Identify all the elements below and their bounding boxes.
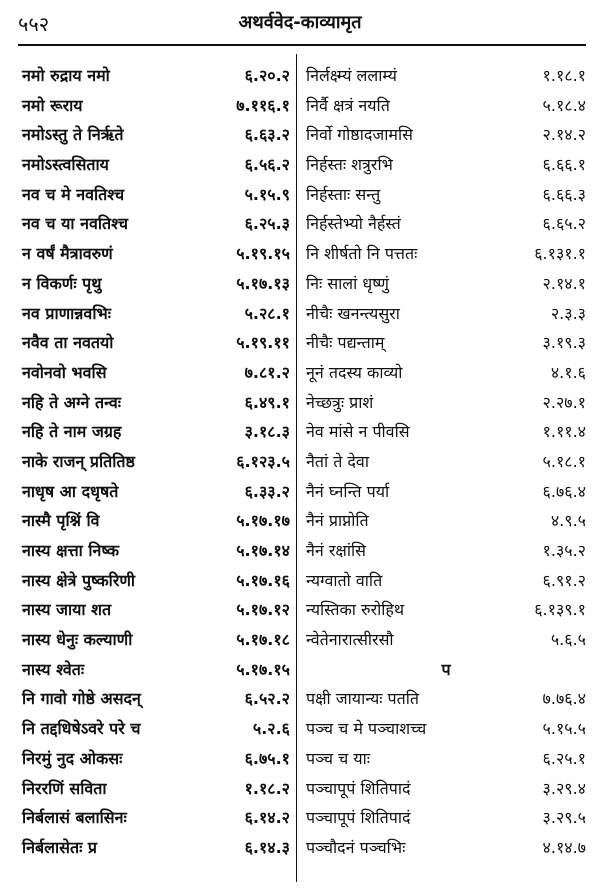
entry-reference: ५.१७.१४ <box>236 541 290 560</box>
entry-reference: ५.१८.४ <box>542 95 586 115</box>
left-column <box>22 61 290 863</box>
index-entry <box>306 180 586 210</box>
index-entry <box>306 536 586 566</box>
entry-reference: ५.१७.१५ <box>236 659 290 679</box>
entry-reference: ३.२९.४ <box>542 778 586 798</box>
entry-reference: ६.६६.३ <box>542 184 586 204</box>
index-entry <box>22 447 290 477</box>
page-number: ५५२ <box>18 12 50 36</box>
index-entry <box>306 269 586 299</box>
entry-text: नि गावो गोष्ठे असदन् <box>22 689 141 709</box>
index-entry <box>306 447 586 477</box>
entry-text: निर्हस्तेभ्यो नैर्हस्तं <box>306 214 401 234</box>
entry-text: नास्मै पृश्निं वि <box>22 511 100 531</box>
header-rule <box>18 44 586 46</box>
running-title: अथर्ववेद-काव्यामृत <box>238 12 362 33</box>
entry-reference: ६.१३९.१ <box>534 600 586 620</box>
index-entry <box>22 506 290 536</box>
index-entry <box>306 506 586 536</box>
entry-reference: ७.७६.४ <box>542 689 586 709</box>
entry-text: निर्लक्ष्म्यं ललाम्यं <box>306 66 397 85</box>
index-entry <box>22 536 290 566</box>
entry-reference: ६.६३.२ <box>244 125 290 145</box>
entry-reference: ६.९१.२ <box>542 570 586 590</box>
entry-text: नैतां ते देवा <box>306 451 369 471</box>
entry-text: निरमुं नुद ओकसः <box>22 748 123 768</box>
entry-text: नैनं रक्षांसि <box>306 541 366 560</box>
right-column <box>306 61 586 863</box>
index-entry <box>22 833 290 863</box>
entry-reference: २.३.३ <box>550 303 586 323</box>
index-entry <box>22 61 290 91</box>
entry-reference: ५.६.५ <box>550 630 586 650</box>
index-entry <box>306 774 586 804</box>
entry-reference: ७.८१.२ <box>244 362 290 382</box>
entry-text: नव च मे नवतिश्च <box>22 184 125 204</box>
index-entry <box>306 299 586 329</box>
entry-text: निर्वो गोष्ठादजामसि <box>306 125 413 145</box>
entry-reference: ६.७६.४ <box>542 481 586 501</box>
entry-reference: ४.९.५ <box>550 511 586 531</box>
entry-text: नमो रूराय <box>22 95 83 115</box>
entry-reference: २.१४.२ <box>542 125 586 145</box>
entry-reference: ६.१२३.५ <box>236 451 290 471</box>
entry-reference: १.१८.१ <box>542 66 586 85</box>
entry-reference: ३.२९.५ <box>542 808 586 828</box>
entry-reference: ६.२५.१ <box>542 748 586 768</box>
entry-reference: ४.१.६ <box>550 362 586 382</box>
index-entry <box>22 269 290 299</box>
entry-text: नीचैः पद्यन्ताम् <box>306 333 385 353</box>
entry-reference: ७.११६.१ <box>236 95 290 115</box>
index-entry <box>22 358 290 388</box>
column-divider <box>296 54 297 882</box>
entry-text: नमोऽस्त्वसिताय <box>22 155 109 175</box>
entry-reference: २.१४.१ <box>542 273 586 293</box>
entry-text: नास्य श्वेतः <box>22 659 85 679</box>
index-entry <box>306 833 586 863</box>
entry-text: नूनं तदस्य काव्यो <box>306 362 403 382</box>
section-letter: प <box>441 659 451 679</box>
entry-reference: १.११.४ <box>542 422 586 442</box>
entry-text: निर्हस्ताः सन्तु <box>306 184 381 204</box>
entry-reference: ६.१३१.१ <box>534 244 586 264</box>
entry-reference: ५.२.६ <box>252 719 290 739</box>
index-entry <box>22 388 290 418</box>
index-entry <box>22 239 290 269</box>
index-entry <box>306 714 586 744</box>
entry-text: नैनं घ्नन्ति पर्या <box>306 481 390 501</box>
index-entry <box>306 477 586 507</box>
entry-text: पञ्चापूपं शितिपादं <box>306 778 411 798</box>
index-entry <box>306 209 586 239</box>
index-entry <box>306 566 586 596</box>
entry-reference: २.२७.१ <box>542 392 586 412</box>
index-entry <box>22 714 290 744</box>
entry-text: पक्षी जायान्यः पतति <box>306 689 420 709</box>
entry-text: निर्वै क्षत्रं नयति <box>306 95 390 115</box>
index-entry <box>22 180 290 210</box>
index-entry <box>306 91 586 121</box>
entry-text: निररणिं सविता <box>22 778 107 798</box>
entry-reference: १.१८.२ <box>244 778 290 798</box>
entry-reference: ५.१५.९ <box>244 184 290 204</box>
entry-reference: ३.१९.३ <box>542 333 586 353</box>
entry-reference: ५.१९.११ <box>236 333 290 353</box>
entry-text: नास्य क्षत्ता निष्क <box>22 541 119 560</box>
entry-reference: ६.५६.२ <box>244 155 290 175</box>
index-entry <box>22 477 290 507</box>
index-entry <box>306 625 586 655</box>
entry-text: न्यस्तिका रुरोहिथ <box>306 600 405 620</box>
entry-text: निः सालां धृष्णुं <box>306 273 389 293</box>
entry-reference: ६.५२.२ <box>244 689 290 709</box>
index-entry <box>22 625 290 655</box>
index-entry <box>22 328 290 358</box>
entry-text: नि तद्दधिषेऽवरे परे च <box>22 719 141 739</box>
index-entry <box>22 744 290 774</box>
entry-reference: ५.१७.१३ <box>236 273 290 293</box>
entry-text: निर्हस्तः शत्रुरभि <box>306 155 393 175</box>
index-entry <box>22 120 290 150</box>
entry-reference: ४.१४.७ <box>542 837 586 857</box>
index-entry <box>306 595 586 625</box>
entry-text: नैनं प्राप्नोति <box>306 511 369 531</box>
entry-reference: ६.२०.२ <box>244 66 290 85</box>
entry-text: न वर्षं मैत्रावरुणं <box>22 244 113 264</box>
entry-reference: ६.७५.१ <box>244 748 290 768</box>
entry-reference: ५.२८.१ <box>244 303 290 323</box>
entry-reference: ६.३३.२ <box>244 481 290 501</box>
entry-text: नास्य धेनुः कल्याणी <box>22 630 133 650</box>
entry-reference: ६.१४.२ <box>244 808 290 828</box>
entry-reference: ५.१५.५ <box>542 719 586 739</box>
section-heading <box>306 655 586 685</box>
index-entry <box>22 803 290 833</box>
entry-reference: ५.१७.१२ <box>236 600 290 620</box>
index-entry <box>22 595 290 625</box>
index-entry <box>306 684 586 714</box>
entry-text: पञ्चौदनं पञ्चभिः <box>306 837 406 857</box>
index-entry <box>22 417 290 447</box>
entry-text: नीचैः खनन्त्यसुरा <box>306 303 400 323</box>
page-header <box>0 0 600 46</box>
index-entry <box>306 239 586 269</box>
entry-text: नव प्राणान्नवभिः <box>22 303 111 323</box>
index-entry <box>306 150 586 180</box>
index-entry <box>306 417 586 447</box>
entry-text: नव च या नवतिश्च <box>22 214 129 234</box>
entry-text: नेव मांसे न पीवसि <box>306 422 410 442</box>
index-entry <box>22 684 290 714</box>
index-entry <box>306 328 586 358</box>
entry-text: नास्य क्षेत्रे पुष्करिणी <box>22 570 136 590</box>
index-entry <box>306 358 586 388</box>
entry-text: नवैव ता नवतयो <box>22 333 114 353</box>
index-entry <box>306 388 586 418</box>
entry-reference: ६.६५.२ <box>542 214 586 234</box>
entry-reference: १.३५.२ <box>542 541 586 560</box>
index-entry <box>22 91 290 121</box>
entry-text: नाधृष आ दधृषते <box>22 481 119 501</box>
index-entry <box>22 150 290 180</box>
entry-reference: ६.४९.१ <box>244 392 290 412</box>
index-entry <box>22 299 290 329</box>
entry-reference: ६.६६.१ <box>542 155 586 175</box>
entry-text: नास्य जाया शत <box>22 600 112 620</box>
entry-text: न विकर्णः पृथु <box>22 273 102 293</box>
entry-text: निर्बलासं बलासिनः <box>22 808 127 828</box>
entry-reference: ५.१८.१ <box>542 451 586 471</box>
index-entry <box>22 774 290 804</box>
index-entry <box>22 209 290 239</box>
entry-text: पञ्च च याः <box>306 748 371 768</box>
entry-text: निर्बलासेतः प्र <box>22 837 97 857</box>
entry-reference: ५.१७.१८ <box>236 630 290 650</box>
entry-reference: ५.१७.१७ <box>236 511 290 531</box>
entry-text: पञ्चापूपं शितिपादं <box>306 808 411 828</box>
entry-reference: ३.१८.३ <box>244 422 290 442</box>
entry-text: नमो रुद्राय नमो <box>22 66 110 85</box>
entry-text: नि शीर्षतो नि पत्ततः <box>306 244 418 264</box>
index-entry <box>306 120 586 150</box>
entry-text: नहि ते अग्ने तन्वः <box>22 392 121 412</box>
entry-reference: ६.१४.३ <box>244 837 290 857</box>
entry-reference: ५.१९.१५ <box>236 244 290 264</box>
entry-text: नमोऽस्तु ते निर्ऋते <box>22 125 124 145</box>
entry-text: नाके राजन् प्रतितिष्ठ <box>22 451 135 471</box>
entry-reference: ५.१७.१६ <box>236 570 290 590</box>
entry-text: नेच्छत्रुः प्राशं <box>306 392 374 412</box>
entry-reference: ६.२५.३ <box>244 214 290 234</box>
entry-text: न्वेतेनारात्सीरसौ <box>306 630 394 650</box>
entry-text: न्यग्वातो वाति <box>306 570 383 590</box>
entry-text: नवोनवो भवसि <box>22 362 107 382</box>
entry-text: नहि ते नाम जग्रह <box>22 422 122 442</box>
entry-text: पञ्च च मे पञ्चाशच्च <box>306 719 427 739</box>
index-entry <box>22 655 290 685</box>
index-entry <box>306 61 586 91</box>
index-entry <box>22 566 290 596</box>
index-entry <box>306 744 586 774</box>
index-entry <box>306 803 586 833</box>
